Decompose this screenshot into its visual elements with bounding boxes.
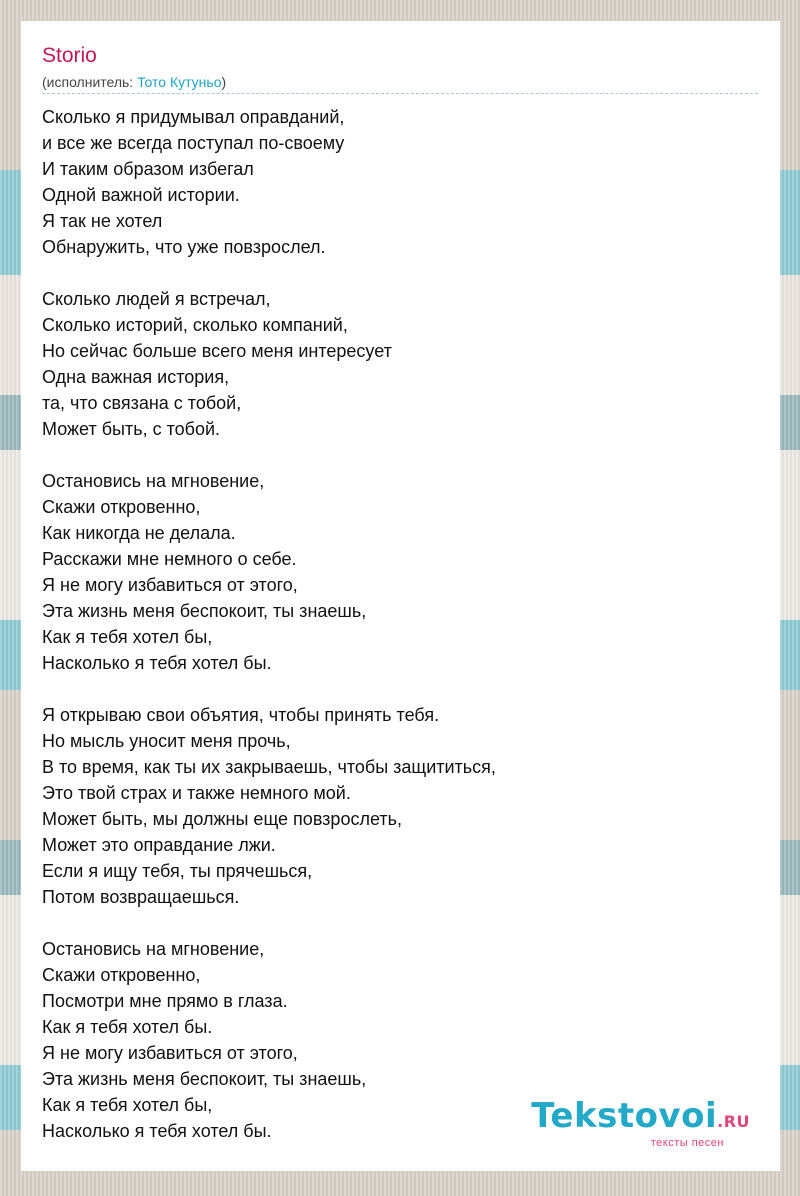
lyrics-line: Расскажи мне немного о себе. [42, 549, 297, 569]
lyrics-line: Скажи откровенно, [42, 497, 201, 517]
lyrics-line: Насколько я тебя хотел бы. [42, 653, 272, 673]
lyrics-line: Скажи откровенно, [42, 965, 201, 985]
logo-main-text: Tekstovoi [531, 1096, 718, 1136]
lyrics-line: Как я тебя хотел бы. [42, 1017, 213, 1037]
lyrics-line: Обнаружить, что уже повзрослел. [42, 237, 326, 257]
lyrics-line: Насколько я тебя хотел бы. [42, 1121, 272, 1141]
artist-line [42, 73, 226, 91]
artist-prefix: (исполнитель: [42, 74, 138, 90]
lyrics-line: Может быть, с тобой. [42, 419, 221, 439]
song-title: Storio [42, 44, 97, 67]
lyrics-line: Потом возвращаешься. [42, 887, 240, 907]
lyrics-line: Если я ищу тебя, ты прячешься, [42, 861, 313, 881]
lyrics-line: Посмотри мне прямо в глаза. [42, 991, 288, 1011]
artist-link[interactable]: Тото Кутуньо [137, 74, 222, 90]
lyrics-line: И таким образом избегал [42, 159, 254, 179]
lyrics-line: Остановись на мгновение, [42, 939, 265, 959]
lyrics-line: Одна важная история, [42, 367, 230, 387]
lyrics-stanza [42, 286, 762, 442]
lyrics-line: Как никогда не делала. [42, 523, 236, 543]
lyrics-line: Сколько людей я встречал, [42, 289, 271, 309]
lyrics-line: Сколько я придумывал оправданий, [42, 107, 345, 127]
lyrics-line: Я открываю свои объятия, чтобы принять тебя. [42, 705, 440, 725]
artist-suffix: ) [221, 74, 227, 90]
lyrics-line: Я так не хотел [42, 211, 163, 231]
lyrics-line: В то время, как ты их закрываешь, чтобы защититься, [42, 757, 496, 777]
title-divider [42, 93, 758, 94]
lyrics-line: Может это оправдание лжи. [42, 835, 276, 855]
lyrics-line: Сколько историй, сколько компаний, [42, 315, 348, 335]
lyrics-line: Как я тебя хотел бы, [42, 627, 213, 647]
lyrics-stanza [42, 468, 762, 676]
lyrics-line: Эта жизнь меня беспокоит, ты знаешь, [42, 1069, 367, 1089]
lyrics-line: Это твой страх и также немного мой. [42, 783, 351, 803]
lyrics-line: Может быть, мы должны еще повзрослеть, [42, 809, 402, 829]
lyrics-line: Но сейчас больше всего меня интересует [42, 341, 392, 361]
lyrics-line: Как я тебя хотел бы, [42, 1095, 213, 1115]
lyrics-line: та, что связана с тобой, [42, 393, 242, 413]
lyrics-card [21, 21, 780, 1171]
logo-subtitle: тексты песен [650, 1137, 724, 1149]
lyrics-text [42, 104, 762, 1170]
lyrics-stanza [42, 104, 762, 260]
lyrics-line: Одной важной истории. [42, 185, 240, 205]
lyrics-line: Я не могу избавиться от этого, [42, 1043, 298, 1063]
site-logo[interactable] [531, 1098, 750, 1149]
lyrics-line: и все же всегда поступал по-своему [42, 133, 345, 153]
lyrics-stanza [42, 702, 762, 910]
lyrics-line: Я не могу избавиться от этого, [42, 575, 298, 595]
lyrics-line: Остановись на мгновение, [42, 471, 265, 491]
logo-tld: .RU [717, 1112, 750, 1131]
logo-wordmark [531, 1098, 750, 1140]
lyrics-line: Но мысль уносит меня прочь, [42, 731, 291, 751]
lyrics-line: Эта жизнь меня беспокоит, ты знаешь, [42, 601, 367, 621]
